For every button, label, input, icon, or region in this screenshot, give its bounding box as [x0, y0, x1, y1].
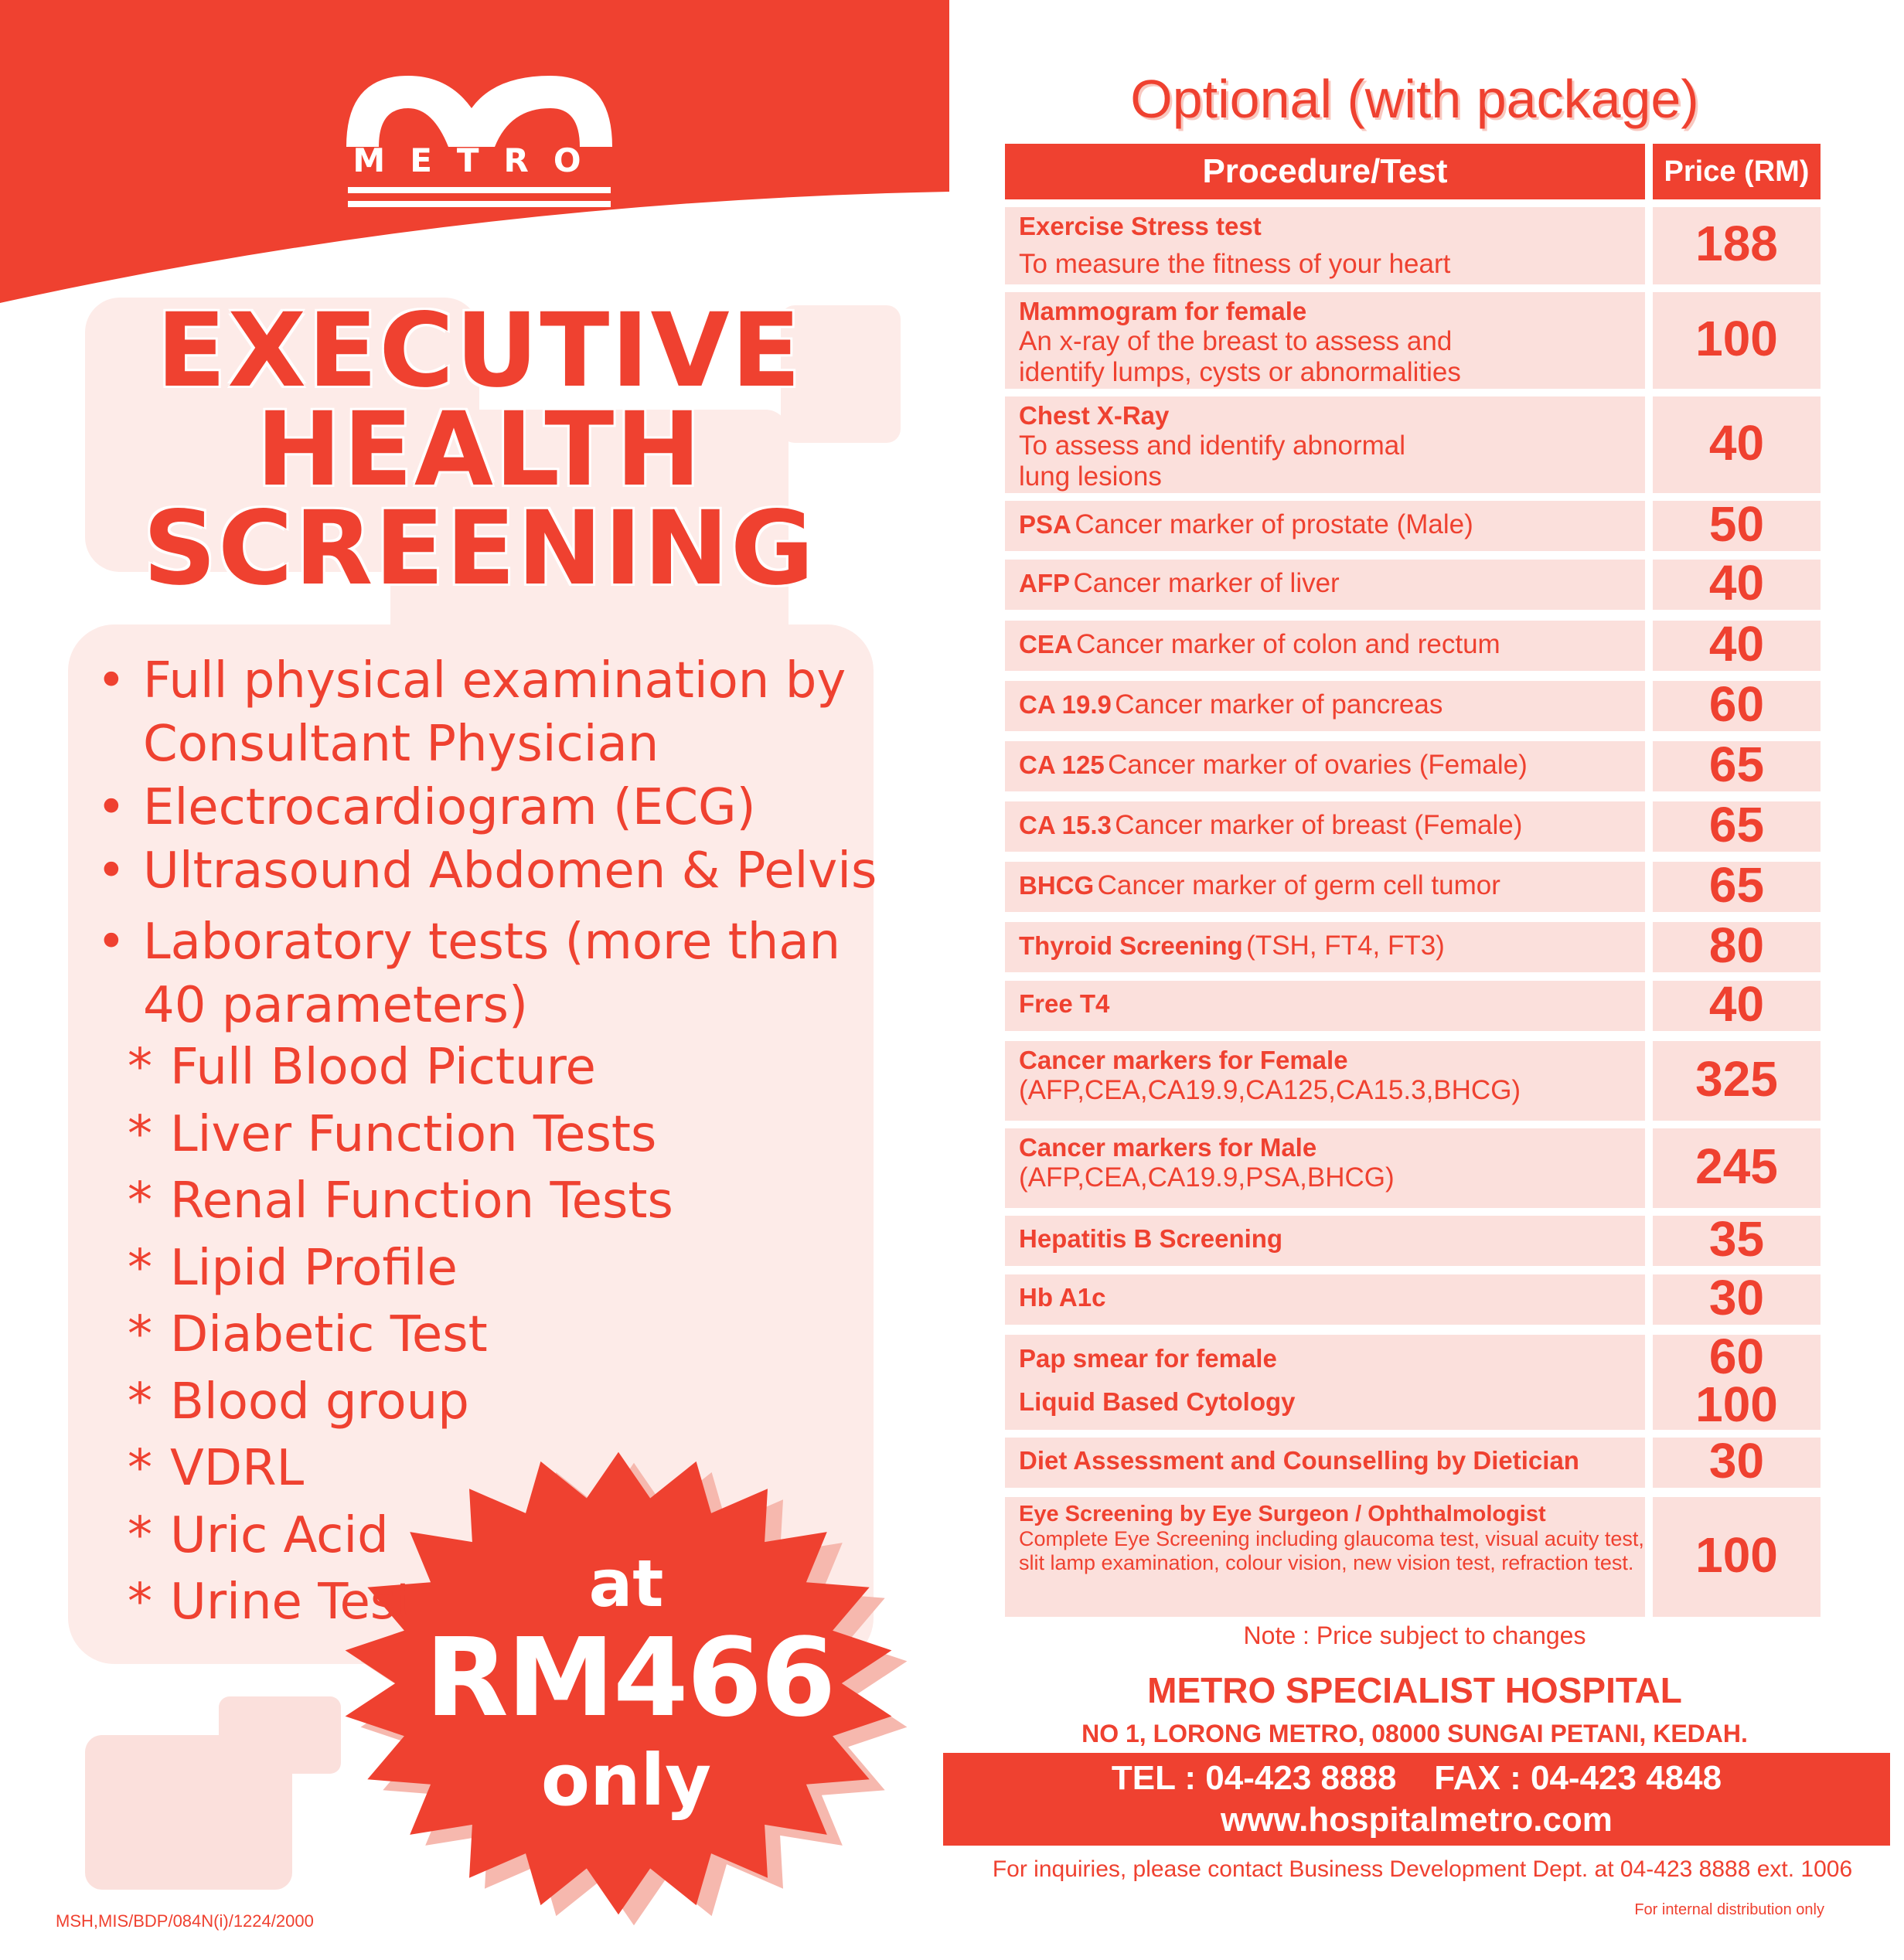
procedure-desc: Cancer marker of pancreas	[1115, 689, 1443, 720]
procedure-name: Eye Screening by Eye Surgeon / Ophthalmologist	[1019, 1502, 1546, 1526]
reference-code: MSH,MIS/BDP/084N(i)/1224/2000	[56, 1911, 314, 1931]
procedure-name: Free T4	[1019, 989, 1110, 1018]
feature-line: Consultant Physician	[143, 716, 659, 773]
procedure-cell	[1005, 560, 1645, 610]
table-row	[1005, 1497, 1821, 1617]
price-cell	[1653, 292, 1821, 389]
price-cell	[1653, 1041, 1821, 1121]
subtest-item	[128, 1369, 669, 1436]
feature-list	[89, 649, 877, 1037]
price-value: 65	[1708, 856, 1765, 913]
procedure-desc: An x-ray of the breast to assess and	[1019, 326, 1453, 356]
price-note: Note : Price subject to changes	[1243, 1621, 1586, 1649]
price-cell	[1653, 975, 1821, 1032]
price-value: 40	[1708, 615, 1765, 672]
subtest-label: Uric Acid	[170, 1506, 389, 1564]
procedure-cell	[1005, 396, 1645, 493]
procedure-text	[1019, 1283, 1639, 1312]
subtest-label: Liver Function Tests	[170, 1105, 657, 1163]
procedure-text	[1019, 1224, 1639, 1254]
table-row	[1005, 396, 1821, 493]
price-value: 325	[1695, 1050, 1778, 1107]
procedure-name: Cancer markers for Male	[1019, 1133, 1317, 1162]
procedure-desc: Cancer marker of breast (Female)	[1115, 809, 1523, 840]
subtest-item	[128, 1034, 669, 1101]
website-link[interactable]: www.hospitalmetro.com	[1221, 1801, 1613, 1839]
asterisk-icon: *	[128, 1306, 152, 1363]
procedure-name: Hepatitis B Screening	[1019, 1223, 1283, 1253]
table-row	[1005, 292, 1821, 389]
procedure-name: BHCG	[1019, 870, 1095, 900]
procedure-name: Pap smear for female	[1019, 1344, 1277, 1373]
logo-rule-2	[348, 201, 611, 207]
procedure-text	[1019, 1344, 1639, 1417]
internal-distribution: For internal distribution only	[1634, 1901, 1824, 1918]
deco-panel-5	[85, 1735, 292, 1890]
feature-line: 40 parameters)	[143, 977, 528, 1034]
price-cell	[1653, 917, 1821, 973]
procedure-text	[1019, 870, 1639, 901]
procedure-text	[1019, 810, 1639, 841]
procedure-text	[1019, 750, 1639, 781]
subtest-label: Renal Function Tests	[170, 1172, 673, 1230]
table-row	[1005, 1269, 1821, 1325]
price-value: 65	[1708, 796, 1765, 852]
price-cell	[1653, 1128, 1821, 1208]
price-cell	[1653, 615, 1821, 672]
feature-line: Ultrasound Abdomen & Pelvis	[143, 842, 877, 900]
procedure-cell	[1005, 292, 1645, 389]
price-value: 100	[1695, 1376, 1778, 1432]
price-cell	[1653, 1432, 1821, 1489]
procedure-cell	[1005, 741, 1645, 791]
price-value: 60	[1708, 675, 1765, 732]
price-value: 40	[1708, 414, 1765, 471]
feature-item	[89, 910, 862, 1037]
procedure-text	[1019, 931, 1639, 961]
procedure-text	[1019, 1046, 1639, 1106]
asterisk-icon: *	[128, 1440, 152, 1497]
subtest-item	[128, 1101, 669, 1169]
price-value: 30	[1708, 1432, 1765, 1489]
price-cell	[1653, 675, 1821, 732]
procedure-name: PSA	[1019, 509, 1071, 539]
table-row	[1005, 495, 1821, 552]
procedure-desc: To assess and identify abnormal	[1019, 430, 1405, 461]
procedure-desc: lung lesions	[1019, 461, 1162, 492]
procedure-text	[1019, 1502, 1644, 1575]
procedure-cell	[1005, 501, 1645, 551]
asterisk-icon: *	[128, 1373, 152, 1431]
procedure-text	[1019, 1133, 1639, 1193]
table-row	[1005, 1432, 1821, 1489]
price-cell	[1653, 495, 1821, 552]
price-cell	[1653, 207, 1821, 284]
procedure-cell	[1005, 207, 1645, 284]
headline-line-2: HEALTH	[256, 390, 703, 509]
procedure-text	[1019, 989, 1639, 1019]
feature-line: Electrocardiogram (ECG)	[143, 779, 756, 836]
procedure-desc: identify lumps, cysts or abnormalities	[1019, 357, 1461, 387]
procedure-text	[1019, 297, 1639, 388]
procedure-cell	[1005, 1438, 1645, 1488]
procedure-cell	[1005, 681, 1645, 731]
subtest-label: Diabetic Test	[170, 1306, 488, 1363]
table-row	[1005, 736, 1821, 792]
asterisk-icon: *	[128, 1105, 152, 1163]
procedure-cell	[1005, 621, 1645, 671]
inquiries-text: For inquiries, please contact Business Development Dept. at 04-423 8888 ext. 1006	[992, 1856, 1853, 1882]
procedure-name: CEA	[1019, 629, 1073, 658]
procedure-name: Chest X-Ray	[1019, 401, 1170, 430]
price-cell	[1653, 1210, 1821, 1267]
price-value: 60	[1708, 1328, 1765, 1384]
feature-item	[89, 839, 877, 903]
price-cell	[1653, 1328, 1821, 1432]
bullet-icon: •	[97, 842, 126, 900]
table-row	[1005, 975, 1821, 1032]
procedure-name: CA 19.9	[1019, 689, 1112, 719]
procedure-name: Mammogram for female	[1019, 297, 1307, 325]
procedure-cell	[1005, 1497, 1645, 1617]
feature-line: Laboratory tests (more than	[143, 914, 841, 971]
procedure-text	[1019, 689, 1639, 720]
procedure-name: Diet Assessment and Counselling by Dietician	[1019, 1445, 1579, 1475]
metro-logo	[340, 70, 618, 224]
feature-item	[89, 776, 862, 839]
table-row	[1005, 1328, 1821, 1432]
asterisk-icon: *	[128, 1172, 152, 1230]
procedure-cell	[1005, 862, 1645, 912]
contact-phone-fax: TEL : 04-423 8888 FAX : 04-423 4848	[1111, 1759, 1722, 1797]
subtest-label: Full Blood Picture	[170, 1039, 596, 1096]
price-at-label: at	[588, 1546, 664, 1621]
price-only-label: only	[540, 1739, 712, 1822]
subtest-item	[128, 1302, 669, 1369]
price-value: 40	[1708, 554, 1765, 611]
feature-item	[89, 649, 862, 776]
price-value: 245	[1695, 1138, 1778, 1194]
bullet-icon: •	[97, 914, 126, 971]
procedure-cell	[1005, 1274, 1645, 1325]
procedure-desc: Cancer marker of ovaries (Female)	[1108, 749, 1528, 780]
procedure-cell	[1005, 1128, 1645, 1208]
price-value: 100	[1695, 1526, 1778, 1583]
logo-rule-1	[348, 187, 611, 193]
procedure-name: Exercise Stress test	[1019, 212, 1262, 240]
procedure-text	[1019, 212, 1639, 280]
subtest-label: VDRL	[170, 1440, 305, 1497]
procedure-cell	[1005, 981, 1645, 1031]
subtest-item	[128, 1435, 669, 1502]
procedure-desc: Cancer marker of prostate (Male)	[1075, 509, 1473, 539]
procedure-desc: (TSH, FT4, FT3)	[1246, 930, 1445, 961]
headline-line-3: SCREENING	[142, 489, 816, 608]
subtest-label: Blood group	[170, 1373, 469, 1431]
procedure-name-2: Liquid Based Cytology	[1019, 1387, 1296, 1416]
price-cell	[1653, 856, 1821, 913]
price-value: 35	[1708, 1210, 1765, 1267]
procedure-desc: Cancer marker of liver	[1073, 567, 1340, 598]
headline-line-1: EXECUTIVE	[156, 291, 802, 410]
bullet-icon: •	[97, 652, 126, 709]
procedure-desc: To measure the fitness of your heart	[1019, 249, 1451, 279]
table-row	[1005, 917, 1821, 973]
subtest-item	[128, 1168, 673, 1235]
procedure-desc: Complete Eye Screening including glaucoma test, visual acuity test,	[1019, 1527, 1644, 1550]
procedure-desc: Cancer marker of colon and rectum	[1076, 628, 1500, 659]
price-cell	[1653, 554, 1821, 611]
price-value: 65	[1708, 736, 1765, 792]
asterisk-icon: *	[128, 1239, 152, 1297]
procedure-desc: (AFP,CEA,CA19.9,CA125,CA15.3,BHCG)	[1019, 1075, 1521, 1105]
procedure-cell	[1005, 1335, 1645, 1430]
table-header	[1005, 144, 1821, 199]
headline	[108, 291, 850, 608]
header-procedure: Procedure/Test	[1005, 144, 1645, 199]
price-value: 100	[1695, 310, 1778, 366]
price-value: 40	[1708, 975, 1765, 1032]
header-price: Price (RM)	[1653, 144, 1821, 199]
table-row	[1005, 1210, 1821, 1267]
price-value: 188	[1695, 216, 1778, 271]
table-row	[1005, 856, 1821, 913]
table-row	[1005, 615, 1821, 672]
procedure-text	[1019, 509, 1639, 540]
logo-arch-icon	[346, 76, 612, 147]
subtest-label: Lipid Profile	[170, 1239, 458, 1297]
table-row	[1005, 554, 1821, 611]
procedure-cell	[1005, 1041, 1645, 1121]
table-row	[1005, 1128, 1821, 1208]
asterisk-icon: *	[128, 1574, 152, 1631]
feature-line: Full physical examination by	[143, 652, 846, 709]
bullet-icon: •	[97, 779, 126, 836]
procedure-desc: (AFP,CEA,CA19.9,PSA,BHCG)	[1019, 1162, 1395, 1193]
asterisk-icon: *	[128, 1039, 152, 1096]
procedure-name: CA 125	[1019, 750, 1105, 779]
subtest-label: Urine Test	[170, 1574, 416, 1631]
procedure-name: CA 15.3	[1019, 810, 1112, 839]
procedure-cell	[1005, 1216, 1645, 1266]
procedure-text	[1019, 629, 1639, 660]
subtest-item	[128, 1235, 669, 1302]
procedure-name: AFP	[1019, 568, 1070, 597]
hospital-name: METRO SPECIALIST HOSPITAL	[1147, 1670, 1682, 1710]
table-row	[1005, 796, 1821, 852]
optional-title: Optional (with package)	[1130, 69, 1699, 129]
table-row	[1005, 207, 1821, 284]
price-value: 30	[1708, 1269, 1765, 1325]
procedure-name: Cancer markers for Female	[1019, 1046, 1348, 1074]
table-row	[1005, 675, 1821, 732]
price-value: 80	[1708, 917, 1765, 973]
procedure-name: Thyroid Screening	[1019, 931, 1243, 960]
procedure-text	[1019, 401, 1639, 492]
price-cell	[1653, 396, 1821, 493]
procedure-cell	[1005, 922, 1645, 972]
price-cell	[1653, 736, 1821, 792]
asterisk-icon: *	[128, 1506, 152, 1564]
package-price: RM466	[425, 1615, 835, 1741]
procedure-name: Hb A1c	[1019, 1282, 1106, 1312]
table-row	[1005, 1041, 1821, 1121]
procedure-text	[1019, 568, 1639, 599]
logo-text: METRO	[353, 141, 606, 179]
price-cell	[1653, 1497, 1821, 1617]
procedure-desc: Cancer marker of germ cell tumor	[1097, 869, 1500, 900]
price-value: 50	[1708, 495, 1765, 552]
procedure-cell	[1005, 801, 1645, 852]
hospital-address: NO 1, LORONG METRO, 08000 SUNGAI PETANI, KEDAH.	[1081, 1720, 1748, 1747]
price-cell	[1653, 796, 1821, 852]
price-cell	[1653, 1269, 1821, 1325]
procedure-desc: slit lamp examination, colour vision, new vision test, refraction test.	[1019, 1551, 1634, 1574]
procedure-text	[1019, 1446, 1639, 1475]
